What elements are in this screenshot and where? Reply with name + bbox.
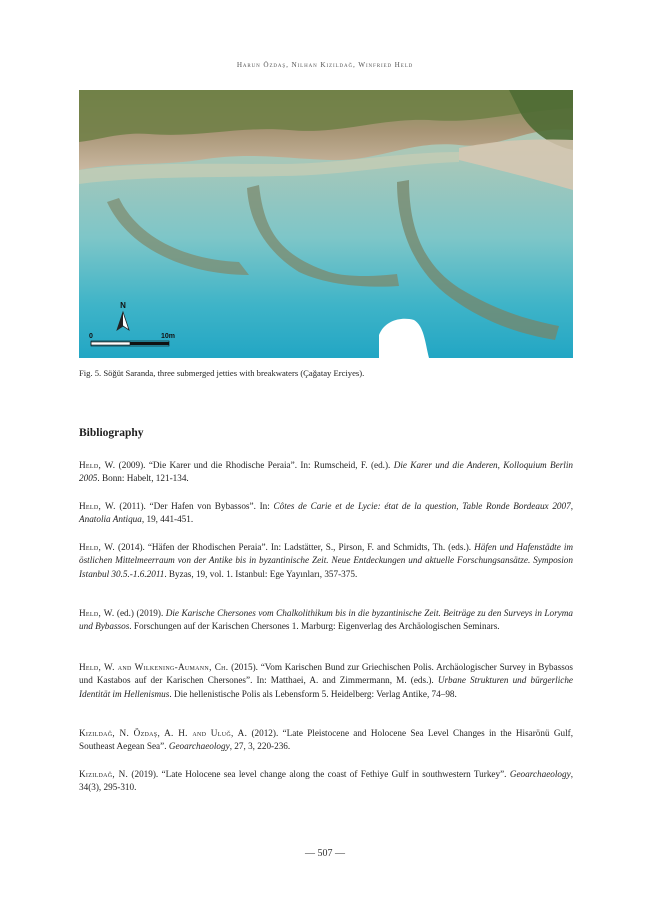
bibliography-entry	[79, 727, 573, 754]
entry-text: . Forschungen auf der Karischen Chersones 1. Marburg: Eigenverlag des Archäologischen Seminars.	[129, 621, 500, 632]
entry-author: Held, W.	[79, 460, 116, 470]
entry-text: . Bonn: Habelt, 121-134.	[97, 473, 189, 484]
entry-title: Geoarchaeology	[168, 741, 230, 752]
bibliography-entry	[79, 768, 573, 795]
entry-author: Held, W.	[79, 542, 115, 552]
entry-author: Held, W.	[79, 501, 116, 511]
entry-author: Held, W. and Wilkening-Aumann, Ch.	[79, 662, 229, 672]
bibliography-entry	[79, 459, 573, 486]
entry-text: (ed.) (2019).	[114, 608, 166, 618]
entry-title: Häfen und Hafenstädte im östlichen Mittelmeerraum von der Antike bis in byzantinische Zeit. Neue Entdeckungen und aktuelle Forschungsansätze. Symposion Istanbul 30.5.-1.6.2011	[79, 542, 574, 579]
running-head: Harun Özdaş, Nilhan Kızıldağ, Winfried Held	[236, 61, 414, 69]
bibliography-entry	[79, 661, 573, 701]
bibliography-heading: Bibliography	[79, 427, 144, 439]
entry-title: Urbane Strukturen und bürgerliche Identität im Hellenismus	[79, 675, 573, 699]
entry-text: (2015). “Vom Karischen Bund zur Griechischen Polis. Archäologischer Survey in Bybassos und Kastabos auf der Karischen Chersones”. In: Matthaei, A. and Zimmermann, M. (eds.).	[79, 662, 573, 686]
page-number: — 507 —	[305, 848, 345, 859]
bibliography-entry	[79, 541, 573, 581]
entry-text: . Die hellenistische Polis als Lebensform 5. Heidelberg: Verlag Antike, 74–98.	[169, 688, 457, 699]
entry-title: Die Karer und die Anderen, Kolloquium Berlin 2005	[79, 460, 573, 484]
figure-caption: Fig. 5. Söğüt Saranda, three submerged jetties with breakwaters (Çağatay Erciyes).	[79, 368, 365, 378]
entry-title: Côtes de Carie et de Lycie: état de la question, Table Ronde Bordeaux 2007, Anatolia Antiqua,	[79, 501, 574, 525]
scale-end-label: 10m	[161, 333, 176, 340]
aerial-photo	[79, 90, 573, 358]
entry-text: , 34(3), 295-310.	[79, 769, 573, 793]
entry-title: Die Karische Chersones vom Chalkolithikum bis in die byzantinische Zeit. Beiträge zu den Surveys in Loryma und Bybassos	[79, 608, 573, 632]
entry-author: Kızıldağ, N.	[79, 769, 129, 779]
bibliography-entry	[79, 500, 573, 527]
entry-text: (2009). “Die Karer und die Rhodische Peraia”. In: Rumscheid, F. (ed.).	[115, 460, 394, 470]
north-label: N	[120, 301, 126, 310]
entry-author: Held, W.	[79, 608, 115, 618]
entry-author: Kızıldağ, N. Özdaş, A. H. and Uluğ, A.	[79, 728, 248, 738]
entry-text: (2014). “Häfen der Rhodischen Peraia”. In: Ladstätter, S., Pirson, F. and Schmidts, Th. (eds.).	[114, 542, 475, 552]
entry-text: . Byzas, 19, vol. 1. Istanbul: Ege Yayınları, 357-375.	[164, 568, 358, 579]
entry-text: (2012). “Late Pleistocene and Holocene Sea Level Changes in the Hisarönü Gulf, Southeast Aegean Sea”.	[79, 728, 573, 752]
scale-start-label: 0	[89, 333, 93, 340]
bibliography-entry	[79, 607, 573, 634]
entry-text: (2011). “Der Hafen von Bybassos”. In:	[115, 501, 274, 511]
aerial-photo-figure	[79, 90, 573, 358]
entry-title: Geoarchaeology	[509, 769, 571, 779]
entry-text: (2019). “Late Holocene sea level change along the coast of Fethiye Gulf in southwestern Turkey”.	[128, 769, 510, 779]
entry-text: 19, 441-451.	[144, 514, 194, 525]
entry-text: , 27, 3, 220-236.	[229, 741, 291, 752]
